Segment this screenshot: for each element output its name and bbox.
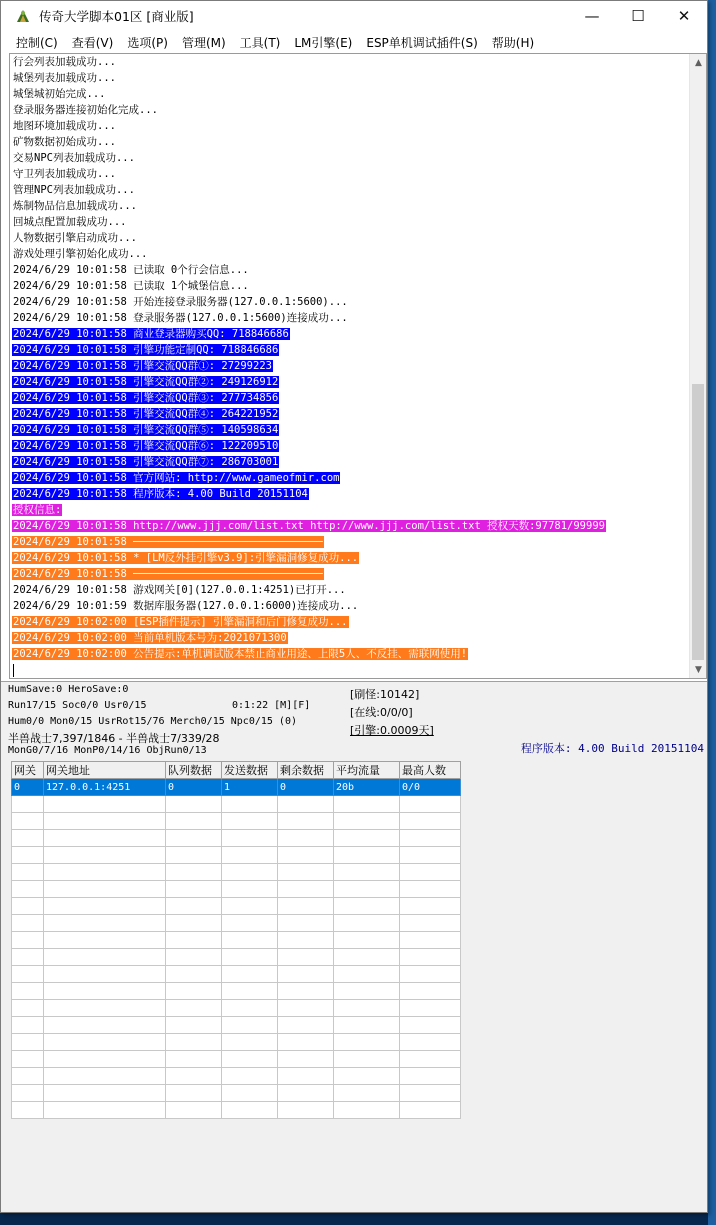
status-save-counts: HumSave:0 HeroSave:0: [8, 684, 129, 695]
log-line-text: 守卫列表加载成功...: [13, 168, 116, 180]
log-line-text: 2024/6/29 10:01:58 引擎交流QQ群⑦: 286703001: [13, 456, 279, 468]
table-cell[interactable]: [400, 949, 461, 966]
table-row-empty[interactable]: [12, 796, 461, 813]
table-cell[interactable]: [222, 1051, 278, 1068]
table-cell[interactable]: [166, 949, 222, 966]
table-cell[interactable]: [166, 881, 222, 898]
log-line: [12, 134, 690, 150]
table-cell[interactable]: [166, 1085, 222, 1102]
table-cell[interactable]: [222, 796, 278, 813]
menu-esp-plugin[interactable]: ESP单机调试插件(S): [366, 35, 478, 50]
table-row-empty[interactable]: [12, 932, 461, 949]
log-line: [12, 166, 690, 182]
table-cell[interactable]: 20b: [334, 779, 400, 796]
table-cell[interactable]: 0: [278, 779, 334, 796]
log-line: [12, 374, 690, 390]
table-cell[interactable]: [222, 1102, 278, 1119]
table-cell[interactable]: [222, 830, 278, 847]
log-line: [12, 454, 690, 470]
table-cell[interactable]: [166, 1068, 222, 1085]
status-monster-info: 半兽战士7,397/1846 - 半兽战士7/339/28: [8, 732, 220, 745]
log-line: [12, 390, 690, 406]
table-cell[interactable]: [222, 1085, 278, 1102]
log-line-text: 2024/6/29 10:02:00 当前单机版本号为:2021071300: [13, 632, 287, 644]
table-cell[interactable]: [12, 1017, 44, 1034]
table-cell[interactable]: [400, 983, 461, 1000]
log-line-text: 管理NPC列表加载成功...: [13, 184, 135, 196]
log-line-text: 2024/6/29 10:01:58 引擎功能定制QQ: 718846686: [13, 344, 279, 356]
menu-view[interactable]: 查看(V): [71, 35, 114, 50]
app-icon: [15, 8, 31, 24]
table-cell[interactable]: [222, 1000, 278, 1017]
maximize-button[interactable]: ☐: [631, 7, 645, 25]
table-row-empty[interactable]: [12, 847, 461, 864]
table-cell[interactable]: [166, 966, 222, 983]
log-line-text: 2024/6/29 10:01:58 ──────────────────────────────: [13, 536, 323, 548]
table-row-empty[interactable]: [12, 830, 461, 847]
table-cell[interactable]: [400, 898, 461, 915]
table-cell[interactable]: [334, 1068, 400, 1085]
log-line: [12, 534, 690, 550]
scroll-thumb[interactable]: [692, 384, 704, 660]
table-cell[interactable]: [12, 813, 44, 830]
log-line: [12, 102, 690, 118]
table-cell[interactable]: [222, 881, 278, 898]
table-cell[interactable]: [400, 915, 461, 932]
table-row-empty[interactable]: [12, 1017, 461, 1034]
log-line-text: 2024/6/29 10:01:58 游戏网关[0](127.0.0.1:4251)已打开...: [13, 584, 346, 596]
table-cell[interactable]: [44, 1017, 166, 1034]
log-line: [12, 54, 690, 70]
table-cell[interactable]: [44, 1000, 166, 1017]
col-max-users[interactable]: 最高人数: [400, 762, 461, 779]
table-cell[interactable]: [12, 830, 44, 847]
table-cell[interactable]: [400, 1000, 461, 1017]
log-line-text: 交易NPC列表加载成功...: [13, 152, 135, 164]
table-cell[interactable]: [44, 983, 166, 1000]
table-cell[interactable]: [400, 1085, 461, 1102]
log-input-caret-line[interactable]: [12, 662, 690, 678]
table-cell[interactable]: [400, 796, 461, 813]
log-line-text: 2024/6/29 10:01:58 引擎交流QQ群⑤: 140598634: [13, 424, 279, 436]
log-line: [12, 342, 690, 358]
table-cell[interactable]: [166, 847, 222, 864]
table-cell[interactable]: [334, 949, 400, 966]
table-cell[interactable]: [278, 983, 334, 1000]
table-cell[interactable]: [166, 830, 222, 847]
table-cell[interactable]: [222, 1068, 278, 1085]
table-cell[interactable]: 0: [12, 779, 44, 796]
log-line-text: 2024/6/29 10:02:00 公告提示:单机调试版本禁止商业用途、上限5人、不反挂、需联网使用!: [13, 648, 468, 660]
table-cell[interactable]: [12, 1000, 44, 1017]
log-line-text: 城堡城初始完成...: [13, 88, 106, 100]
table-cell[interactable]: [278, 881, 334, 898]
table-cell[interactable]: [166, 932, 222, 949]
log-line-text: 2024/6/29 10:01:58 * [LM反外挂引擎v3.9]:引擎漏洞修复成功...: [13, 552, 359, 564]
log-line: [12, 630, 690, 646]
menu-help[interactable]: 帮助(H): [491, 35, 535, 50]
table-cell[interactable]: [334, 915, 400, 932]
log-line: [12, 198, 690, 214]
table-cell[interactable]: [222, 915, 278, 932]
table-cell[interactable]: [166, 1017, 222, 1034]
table-cell[interactable]: [222, 949, 278, 966]
log-line-text: 2024/6/29 10:01:58 引擎交流QQ群③: 277734856: [13, 392, 279, 404]
table-cell[interactable]: [334, 1034, 400, 1051]
table-cell[interactable]: [166, 864, 222, 881]
col-remaining-data[interactable]: 剩余数据: [278, 762, 334, 779]
table-cell[interactable]: [334, 830, 400, 847]
table-row-empty[interactable]: [12, 898, 461, 915]
table-cell[interactable]: [12, 966, 44, 983]
log-line: [12, 278, 690, 294]
table-cell[interactable]: [278, 1102, 334, 1119]
log-line-text: 授权信息:: [13, 504, 62, 516]
log-text-area[interactable]: [10, 54, 690, 678]
log-line: [12, 614, 690, 630]
status-object-counts: Hum0/0 Mon0/15 UsrRot15/76 Merch0/15 Npc0/15 (0): [8, 716, 297, 727]
table-cell[interactable]: [400, 1051, 461, 1068]
table-cell[interactable]: [166, 796, 222, 813]
log-line-text: 炼制物品信息加载成功...: [13, 200, 137, 212]
table-row-empty[interactable]: [12, 915, 461, 932]
log-line: [12, 646, 690, 662]
table-cell[interactable]: [400, 932, 461, 949]
log-line-text: 2024/6/29 10:01:58 引擎交流QQ群⑥: 122209510: [13, 440, 279, 452]
log-line: [12, 150, 690, 166]
log-line-text: 2024/6/29 10:01:58 引擎交流QQ群②: 249126912: [13, 376, 279, 388]
table-cell[interactable]: [222, 898, 278, 915]
table-cell[interactable]: [222, 966, 278, 983]
table-cell[interactable]: [12, 1085, 44, 1102]
table-cell[interactable]: [44, 864, 166, 881]
table-cell[interactable]: [278, 898, 334, 915]
scroll-down-icon[interactable]: ▼: [695, 664, 702, 675]
table-cell[interactable]: [278, 1017, 334, 1034]
log-line: [12, 182, 690, 198]
table-cell[interactable]: [44, 915, 166, 932]
col-average-traffic[interactable]: 平均流量: [334, 762, 400, 779]
table-cell[interactable]: [12, 1102, 44, 1119]
log-line: [12, 502, 690, 518]
table-cell[interactable]: [166, 915, 222, 932]
table-cell[interactable]: [334, 898, 400, 915]
log-line: [12, 422, 690, 438]
status-monster-gen: MonG0/7/16 MonP0/14/16 ObjRun0/13: [8, 745, 207, 756]
table-cell[interactable]: [278, 915, 334, 932]
col-send-data[interactable]: 发送数据: [222, 762, 278, 779]
log-line-text: 人物数据引擎启动成功...: [13, 232, 137, 244]
menu-bar: [1, 31, 707, 53]
table-cell[interactable]: [334, 1102, 400, 1119]
table-row-empty[interactable]: [12, 881, 461, 898]
log-line-text: 登录服务器连接初始化完成...: [13, 104, 158, 116]
log-line: [12, 470, 690, 486]
gateway-grid-panel: [1, 759, 708, 1213]
log-line: [12, 246, 690, 262]
table-row-empty[interactable]: [12, 983, 461, 1000]
table-row-empty[interactable]: [12, 949, 461, 966]
close-button[interactable]: ✕: [677, 7, 691, 25]
table-cell[interactable]: [12, 1068, 44, 1085]
table-row-empty[interactable]: [12, 966, 461, 983]
log-line-text: 矿物数据初始成功...: [13, 136, 116, 148]
table-cell[interactable]: 1: [222, 779, 278, 796]
table-cell[interactable]: [166, 1000, 222, 1017]
table-cell[interactable]: [12, 847, 44, 864]
table-cell[interactable]: [12, 796, 44, 813]
table-cell[interactable]: [222, 983, 278, 1000]
table-cell[interactable]: [334, 813, 400, 830]
table-row-empty[interactable]: [12, 1034, 461, 1051]
table-cell[interactable]: [166, 1102, 222, 1119]
log-line: [12, 550, 690, 566]
log-line-text: 2024/6/29 10:01:58 商业登录器购买QQ: 718846686: [13, 328, 289, 340]
status-engine-days[interactable]: [引擎:0.0009天]: [350, 724, 434, 737]
status-uptime: 0:1:22 [M][F]: [232, 700, 311, 711]
log-line: [12, 598, 690, 614]
table-cell[interactable]: [166, 898, 222, 915]
log-line-text: 2024/6/29 10:01:59 数据库服务器(127.0.0.1:6000)连接成功...: [13, 600, 359, 612]
table-cell[interactable]: [400, 813, 461, 830]
table-cell[interactable]: [44, 1102, 166, 1119]
log-line: [12, 230, 690, 246]
log-line-text: 2024/6/29 10:01:58 官方网站: http://www.gameofmir.com: [13, 472, 340, 484]
table-cell[interactable]: [44, 813, 166, 830]
table-row-empty[interactable]: [12, 1068, 461, 1085]
table-cell[interactable]: [400, 1034, 461, 1051]
log-line: [12, 118, 690, 134]
table-cell[interactable]: [222, 1017, 278, 1034]
table-cell[interactable]: [278, 864, 334, 881]
log-line: [12, 582, 690, 598]
desktop-background: [708, 0, 716, 1225]
log-line: [12, 358, 690, 374]
table-row-empty[interactable]: [12, 1051, 461, 1068]
table-row-empty[interactable]: [12, 1000, 461, 1017]
log-line-text: 城堡列表加载成功...: [13, 72, 116, 84]
table-cell[interactable]: [278, 1068, 334, 1085]
table-cell[interactable]: [44, 1085, 166, 1102]
table-cell[interactable]: [12, 1051, 44, 1068]
table-cell[interactable]: [278, 796, 334, 813]
table-cell[interactable]: [44, 881, 166, 898]
log-line-text: 游戏处理引擎初始化成功...: [13, 248, 148, 260]
log-line: [12, 214, 690, 230]
log-line-text: 行会列表加载成功...: [13, 56, 116, 68]
table-cell[interactable]: [400, 864, 461, 881]
table-cell[interactable]: [334, 983, 400, 1000]
log-line-text: 2024/6/29 10:02:00 [ESP插件提示] 引擎漏洞和后门修复成功...: [13, 616, 348, 628]
table-cell[interactable]: [334, 1017, 400, 1034]
table-cell[interactable]: [334, 1085, 400, 1102]
log-line: [12, 566, 690, 582]
menu-lm-engine[interactable]: LM引擎(E): [294, 35, 353, 50]
table-cell[interactable]: [334, 966, 400, 983]
table-cell[interactable]: [166, 813, 222, 830]
log-line-text: 2024/6/29 10:01:58 ──────────────────────────────: [13, 568, 323, 580]
log-line-text: 2024/6/29 10:01:58 引擎交流QQ群①: 27299223: [13, 360, 272, 372]
table-cell[interactable]: [334, 1000, 400, 1017]
table-cell[interactable]: [400, 1102, 461, 1119]
col-queue-data[interactable]: 队列数据: [166, 762, 222, 779]
table-cell[interactable]: [12, 915, 44, 932]
table-cell[interactable]: [12, 1034, 44, 1051]
table-cell[interactable]: [12, 864, 44, 881]
log-scrollbar[interactable]: [689, 54, 706, 678]
log-line: [12, 262, 690, 278]
menu-manage[interactable]: 管理(M): [181, 35, 226, 50]
table-cell[interactable]: [12, 881, 44, 898]
gateway-table[interactable]: [11, 761, 461, 1119]
log-panel[interactable]: [9, 53, 707, 679]
status-refresh-monster: [刷怪:10142]: [350, 688, 420, 701]
program-version: 程序版本: 4.00 Build 20151104: [520, 742, 704, 755]
table-cell[interactable]: [44, 1051, 166, 1068]
table-row[interactable]: [12, 779, 461, 796]
table-cell[interactable]: [222, 864, 278, 881]
table-cell[interactable]: 0: [166, 779, 222, 796]
table-cell[interactable]: [400, 830, 461, 847]
table-cell[interactable]: [278, 966, 334, 983]
table-cell[interactable]: [400, 1068, 461, 1085]
menu-tools[interactable]: 工具(T): [239, 35, 281, 50]
table-cell[interactable]: [12, 932, 44, 949]
gateway-table-header: [12, 762, 461, 779]
minimize-button[interactable]: —: [584, 7, 600, 25]
status-panel: [1, 681, 708, 759]
log-line: [12, 326, 690, 342]
table-row-empty[interactable]: [12, 813, 461, 830]
table-row-empty[interactable]: [12, 864, 461, 881]
table-cell[interactable]: [12, 949, 44, 966]
table-cell[interactable]: [44, 966, 166, 983]
log-line-text: 2024/6/29 10:01:58 开始连接登录服务器(127.0.0.1:5600)...: [13, 296, 348, 308]
log-line-text: 地图环境加载成功...: [13, 120, 116, 132]
log-line: [12, 406, 690, 422]
table-cell[interactable]: [400, 881, 461, 898]
table-cell[interactable]: [334, 1051, 400, 1068]
table-cell[interactable]: [44, 796, 166, 813]
log-line-text: 2024/6/29 10:01:58 已读取 1个城堡信息...: [13, 280, 249, 292]
log-line-text: 2024/6/29 10:01:58 已读取 0个行会信息...: [13, 264, 249, 276]
scroll-up-icon[interactable]: ▲: [695, 57, 702, 68]
table-cell[interactable]: [12, 898, 44, 915]
table-cell[interactable]: [44, 830, 166, 847]
log-line: [12, 294, 690, 310]
table-cell[interactable]: [222, 847, 278, 864]
window-title: 传奇大学脚本01区 [商业版]: [39, 9, 194, 24]
log-line: [12, 518, 690, 534]
table-cell[interactable]: [44, 1034, 166, 1051]
table-cell[interactable]: [166, 1051, 222, 1068]
table-cell[interactable]: [278, 847, 334, 864]
title-bar[interactable]: [1, 1, 707, 31]
menu-control[interactable]: 控制(C): [16, 35, 58, 50]
table-row-empty[interactable]: [12, 1085, 461, 1102]
table-cell[interactable]: [278, 1000, 334, 1017]
log-line-text: 回城点配置加载成功...: [13, 216, 127, 228]
log-line: [12, 86, 690, 102]
log-line: [12, 438, 690, 454]
log-line-text: 2024/6/29 10:01:58 引擎交流QQ群④: 264221952: [13, 408, 279, 420]
table-cell[interactable]: [400, 966, 461, 983]
log-line-text: 2024/6/29 10:01:58 程序版本: 4.00 Build 20151104: [13, 488, 308, 500]
table-cell[interactable]: [44, 1068, 166, 1085]
menu-options[interactable]: 选项(P): [127, 35, 168, 50]
table-cell[interactable]: [278, 949, 334, 966]
status-online: [在线:0/0/0]: [350, 706, 413, 719]
table-cell[interactable]: [334, 796, 400, 813]
table-cell[interactable]: [334, 932, 400, 949]
table-cell[interactable]: [222, 813, 278, 830]
table-cell[interactable]: [44, 949, 166, 966]
table-row-empty[interactable]: [12, 1102, 461, 1119]
table-cell[interactable]: [278, 932, 334, 949]
log-line: [12, 310, 690, 326]
text-caret: [13, 664, 14, 677]
table-cell[interactable]: [166, 983, 222, 1000]
table-cell[interactable]: [400, 1017, 461, 1034]
col-gateway-address[interactable]: 网关地址: [44, 762, 166, 779]
table-cell[interactable]: [166, 1034, 222, 1051]
table-cell[interactable]: [44, 932, 166, 949]
table-cell[interactable]: [334, 881, 400, 898]
table-cell[interactable]: [12, 983, 44, 1000]
table-cell[interactable]: 127.0.0.1:4251: [44, 779, 166, 796]
log-line: [12, 486, 690, 502]
table-cell[interactable]: [334, 864, 400, 881]
log-line-text: 2024/6/29 10:01:58 http://www.jjj.com/list.txt http://www.jjj.com/list.txt 授权天数:97781/99999: [13, 520, 605, 532]
table-cell[interactable]: [278, 1085, 334, 1102]
status-run-counts: Run17/15 Soc0/0 Usr0/15: [8, 700, 147, 711]
table-cell[interactable]: [278, 1034, 334, 1051]
col-gateway[interactable]: 网关: [12, 762, 44, 779]
table-cell[interactable]: [278, 830, 334, 847]
table-cell[interactable]: [334, 847, 400, 864]
log-line: [12, 70, 690, 86]
log-line-text: 2024/6/29 10:01:58 登录服务器(127.0.0.1:5600)连接成功...: [13, 312, 348, 324]
table-cell[interactable]: 0/0: [400, 779, 461, 796]
table-cell[interactable]: [278, 1051, 334, 1068]
table-cell[interactable]: [400, 847, 461, 864]
table-cell[interactable]: [44, 898, 166, 915]
table-cell[interactable]: [44, 847, 166, 864]
table-cell[interactable]: [278, 813, 334, 830]
table-cell[interactable]: [222, 932, 278, 949]
table-cell[interactable]: [222, 1034, 278, 1051]
